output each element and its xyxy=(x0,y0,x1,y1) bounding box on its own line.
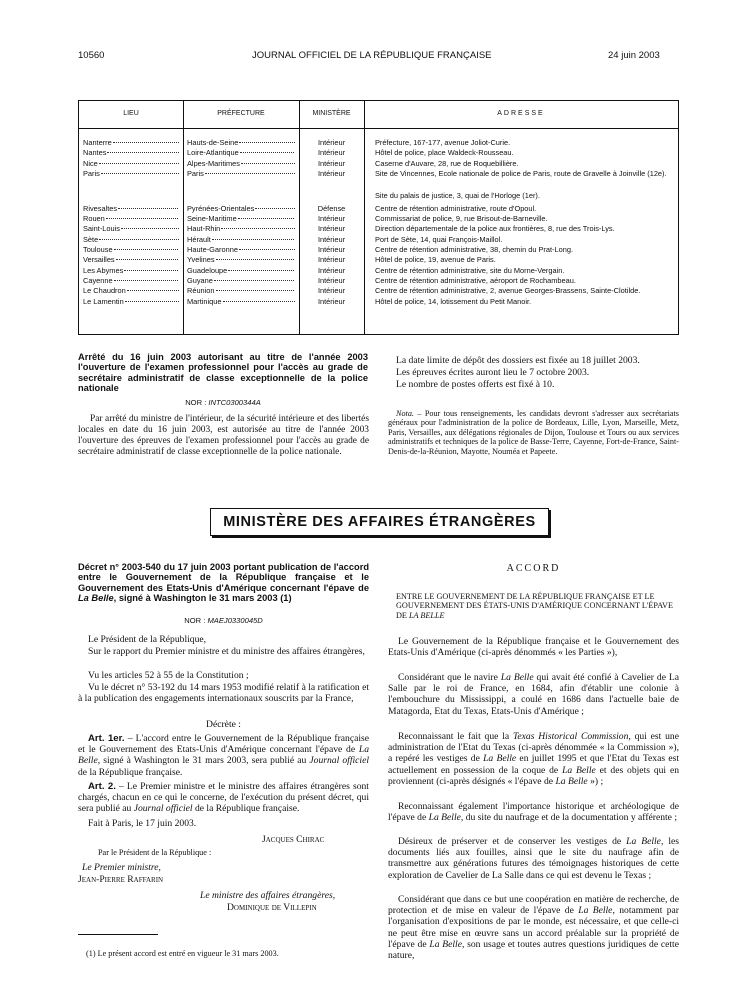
accord-subtitle xyxy=(396,592,679,620)
table-cell-lieu: Paris xyxy=(83,169,179,179)
issue-date: 24 juin 2003 xyxy=(608,50,660,61)
decret-p3: Vu les articles 52 à 55 de la Constitution ; xyxy=(88,670,249,681)
table-cell-adresse: Site du palais de justice, 3, quai de l'Horloge (1er). xyxy=(375,190,540,200)
table-cell-adresse: Direction départementale de la police aux frontières, 8, rue des Trois-Lys. xyxy=(375,224,615,234)
dot-leader xyxy=(214,280,295,281)
decret-p4: Vu le décret n° 53-192 du 14 mars 1953 modifié relatif à la ratification et à la publication des engagements internationaux souscrits par la France, xyxy=(78,682,369,705)
table-cell-ministere: Intérieur xyxy=(317,148,346,158)
table-cell-prefecture: Haute-Garonne xyxy=(187,245,295,255)
accord-p6-b: , notamment par l'organisation d'expositions de par le monde, est nécessaire, et que celle-ci ne peut être mise en œuvre sans un accord préalable sur la propriété de l'épave de xyxy=(388,905,680,950)
article-1-label: Art. 1er. xyxy=(88,733,125,744)
table-cell-prefecture: Paris xyxy=(187,169,295,179)
column-header-adresse: ADRESSE xyxy=(497,110,545,117)
accord-p4-belle: La Belle xyxy=(428,812,461,824)
table-cell-prefecture: Seine-Maritime xyxy=(187,214,295,224)
dot-leader xyxy=(125,301,179,302)
table-cell-lieu: Toulouse xyxy=(83,245,179,255)
table-cell-lieu: Nanterre xyxy=(83,138,179,148)
accord-p4-b: , du site du naufrage et de la documentation y afférente ; xyxy=(460,812,678,824)
accord-p6-belle2: La Belle xyxy=(429,938,462,950)
par-le-president: Par le Président de la République : xyxy=(98,848,212,857)
table-cell-ministere: Intérieur xyxy=(317,275,346,285)
decret-title-a: Décret n° 2003-540 du 17 juin 2003 portant publication de l'accord entre le Gouvernement de la République française et le Gouvernement des Etats-Unis d'Amérique concernant l'épave de xyxy=(78,562,369,593)
dot-leader xyxy=(223,301,295,302)
table-cell-lieu: Versailles xyxy=(83,255,179,265)
table-cell-adresse: Centre de rétention administrative, 2, avenue Georges-Brassens, Sainte-Clotilde. xyxy=(375,286,641,296)
accord-p3-thc: Texas Historical Commission xyxy=(512,731,629,742)
nor-label: NOR : xyxy=(185,398,209,407)
accord-p5-belle: La Belle xyxy=(626,836,661,847)
accord-p4 xyxy=(388,801,679,823)
dot-leader xyxy=(239,249,295,250)
accord-title: ACCORD xyxy=(506,563,561,574)
accord-p2-belle: La Belle xyxy=(500,672,534,683)
table-cell-ministere: Intérieur xyxy=(317,224,346,234)
dot-leader xyxy=(116,259,179,260)
accord-p5 xyxy=(388,836,679,881)
article-2-a: – Le Premier ministre et le ministre des affaires étrangères sont chargés, chacun en ce qui le concerne, de l'exécution du présent décret, qui sera publié au xyxy=(78,781,369,815)
dot-leader xyxy=(113,142,179,143)
table-cell-adresse: Centre de rétention administrative, route d'Opoul. xyxy=(375,203,537,213)
accord-p3-a: Reconnaissant le fait que la xyxy=(398,731,513,742)
accord-p5-b: , les documents liés aux fouilles, ainsi que le site du naufrage afin de transmettre aux générations futures des témoignages historiques de cette exploration de Cavelier de La Salle dans ce qui est devenu le Texas ; xyxy=(388,836,679,881)
accord-p3-c: en juillet 1995 et que l'Etat du Texas est actuellement en possession de la coque de xyxy=(388,753,679,776)
table-cell-adresse: Caserne d'Auvare, 28, rue de Roquebillière. xyxy=(375,158,519,168)
table-cell-ministere: Intérieur xyxy=(317,138,346,147)
article-2 xyxy=(78,781,369,815)
accord-p1: Le Gouvernement de la République française et le Gouvernement des Etats-Unis d'Amérique (ci-après dénommés « les Parties »), xyxy=(388,636,679,659)
accord-p2-b: qui avait été confié à Cavelier de La Salle par le roi de France, en 1684, afin d'établir une colonie à l'embouchure du Mississippi, a coulé en 1686 dans l'actuelle baie de Matagorda, Etat du Texas, Etats-Unis d'Amérique ; xyxy=(388,672,680,717)
accord-p5-a: Désireux de préserver et de conserver les vestiges de xyxy=(398,836,627,847)
accord-subtitle-a: ENTRE LE GOUVERNEMENT DE LA RÉPUBLIQUE FRANÇAISE ET LE GOUVERNEMENT DES ÉTATS-UNIS D'AMÉRIQUE CONCERNANT L'ÉPAVE DE xyxy=(396,592,673,620)
table-cell-adresse: Site de Vincennes, Ecole nationale de police de Paris, route de Gravelle à Joinville (12e). xyxy=(375,168,667,178)
table-cell-ministere: Intérieur xyxy=(317,255,346,265)
premier-ministre-label: Le Premier ministre, xyxy=(82,862,161,873)
table-cell-lieu: Saint-Louis xyxy=(83,224,179,234)
accord-p3-b: , qui est une administration de l'Etat du Texas (ci-après dénommée « la Commission »), a repéré les vestiges de xyxy=(388,731,679,765)
fait-a-paris: Fait à Paris, le 17 juin 2003. xyxy=(88,818,197,829)
dot-leader xyxy=(255,208,295,209)
locations-table xyxy=(78,100,679,335)
column-header-prefecture: PRÉFECTURE xyxy=(217,110,265,117)
table-cell-ministere: Intérieur xyxy=(317,168,346,178)
arrete-body: Par arrêté du ministre de l'intérieur, de la sécurité intérieure et des libertés locales en date du 16 juin 2003, est autorisée au titre de l'année 2003 l'ouverture des épreuves de l'examen professionnel pour l'accès au grade de secrétaire administratif de classe exceptionnelle de la police nationale. xyxy=(78,414,369,457)
table-cell-ministere: Intérieur xyxy=(317,286,346,296)
table-cell-adresse: Préfecture, 167-177, avenue Joliot-Curie. xyxy=(375,138,511,147)
dot-leader xyxy=(240,152,295,153)
article-1-jo: Journal officiel xyxy=(309,755,369,767)
dot-leader xyxy=(114,249,179,250)
decret-title xyxy=(78,562,369,604)
nota-text: – Pour tous renseignements, les candidats devront s'adresser aux secrétariats généraux pour l'administration de la police de Bordeaux, Lille, Lyon, Marseille, Metz, Paris, Versailles, aux délégations régionales de Dijon, Toulouse et Tours ou aux services administratifs et techniques de la police de Basse-Terre, Cayenne, Fort-de-France, Saint-Denis-de-la-Réunion, Mayotte, Nouméa et Papeete. xyxy=(388,409,679,456)
decret-title-b: , signé à Washington le 31 mars 2003 (1) xyxy=(113,593,292,604)
table-cell-lieu: Nantes xyxy=(83,148,179,158)
table-cell-prefecture: Martinique xyxy=(187,297,295,307)
arrete-nor xyxy=(78,398,368,407)
table-cell-ministere: Intérieur xyxy=(317,245,346,254)
table-cell-adresse: Centre de rétention administrative, site du Morne-Vergain. xyxy=(375,265,565,275)
footnote: (1) Le présent accord est entré en vigueur le 31 mars 2003. xyxy=(86,949,279,958)
column-header-lieu: LIEU xyxy=(123,110,139,117)
table-cell-ministere: Intérieur xyxy=(317,265,346,275)
table-cell-lieu: Rouen xyxy=(83,214,179,224)
date-limite: La date limite de dépôt des dossiers est fixée au 18 juillet 2003. xyxy=(396,355,640,366)
dot-leader xyxy=(239,142,295,143)
dot-leader xyxy=(221,228,295,229)
article-2-label: Art. 2. xyxy=(88,781,116,792)
ministre-ae-label: Le ministre des affaires étrangères, xyxy=(200,890,336,901)
table-cell-adresse: Commissariat de police, 9, rue Brisout-de-Barneville. xyxy=(375,214,548,224)
nor-code: INTC0300344A xyxy=(208,398,261,407)
dot-leader xyxy=(114,280,179,281)
decrete: Décrète : xyxy=(206,719,241,730)
accord-p3-belle: La Belle xyxy=(483,753,517,765)
decret-nor xyxy=(78,616,369,625)
table-cell-lieu: Les Abymes xyxy=(83,266,179,276)
article-1 xyxy=(78,733,369,778)
article-1-b: , signé à Washington le 31 mars 2003, sera publié au xyxy=(97,755,310,767)
ministere-banner: MINISTÈRE DES AFFAIRES ÉTRANGÈRES xyxy=(210,508,549,536)
accord-p3-belle2: La Belle xyxy=(562,764,596,776)
table-cell-ministere: Intérieur xyxy=(317,234,346,244)
accord-p3 xyxy=(388,731,679,787)
table-cell-adresse: Centre de rétention administrative, 38, chemin du Prat-Long. xyxy=(375,245,574,254)
decret-title-belle: La Belle xyxy=(78,593,114,604)
dot-leader xyxy=(99,239,179,240)
dot-leader xyxy=(216,259,295,260)
table-cell-lieu: Le Lamentin xyxy=(83,297,179,307)
page-number: 10560 xyxy=(78,50,105,61)
dot-leader xyxy=(212,239,295,240)
accord-p4-a: Reconnaissant également l'importance historique et archéologique de l'épave de xyxy=(388,801,679,824)
dot-leader xyxy=(106,218,179,219)
table-cell-prefecture: Pyrénées-Orientales xyxy=(187,204,295,214)
table-cell-prefecture: Guadeloupe xyxy=(187,266,295,276)
accord-p2 xyxy=(388,672,679,717)
accord-p3-d: et des objets qui en proviennent (ci-après désignés « l'épave de xyxy=(388,764,679,787)
table-cell-ministere: Intérieur xyxy=(317,214,346,224)
dot-leader xyxy=(228,270,295,271)
dot-leader xyxy=(118,208,179,209)
table-cell-prefecture: Hauts-de-Seine xyxy=(187,138,295,148)
dot-leader xyxy=(124,270,179,271)
table-cell-prefecture: Alpes-Maritimes xyxy=(187,159,295,169)
journal-title: JOURNAL OFFICIEL DE LA RÉPUBLIQUE FRANÇAISE xyxy=(252,50,492,61)
arrete-title-text: Arrêté du 16 juin 2003 autorisant au titre de l'année 2003 l'ouverture de l'examen professionnel pour l'accès au grade de secrétaire administratif de classe exceptionnelle de la police nationale xyxy=(78,352,368,394)
table-cell-adresse: Hôtel de police, place Waldeck-Rousseau. xyxy=(375,148,514,158)
nor-label: NOR : xyxy=(184,616,208,625)
arrete-title xyxy=(78,352,368,394)
table-cell-adresse: Port de Sète, 14, quai François-Maillol. xyxy=(375,234,503,244)
signature-chirac: Jacques Chirac xyxy=(262,834,325,845)
dot-leader xyxy=(238,218,295,219)
table-cell-prefecture: Haut-Rhin xyxy=(187,224,295,234)
decret-p2: Sur le rapport du Premier ministre et du ministre des affaires étrangères, xyxy=(88,646,365,657)
table-cell-ministere: Intérieur xyxy=(317,158,346,168)
table-cell-adresse: Hôtel de police, 19, avenue de Paris. xyxy=(375,255,496,265)
dot-leader xyxy=(241,163,295,164)
signature-raffarin: Jean-Pierre Raffarin xyxy=(78,874,164,885)
footnote-rule xyxy=(78,934,158,935)
accord-p6-c: , son usage et toutes autres questions juridiques de cette nature, xyxy=(388,938,679,962)
table-cell-lieu: Le Chaudron xyxy=(83,286,179,296)
table-cell-lieu: Nice xyxy=(83,159,179,169)
table-cell-lieu: Sète xyxy=(83,235,179,245)
dot-leader xyxy=(127,290,179,291)
nor-code: MAEJ0330045D xyxy=(207,616,263,625)
dot-leader xyxy=(101,173,179,174)
article-2-jo: Journal officiel xyxy=(133,803,193,815)
accord-p2-a: Considérant que le navire xyxy=(398,672,501,683)
table-cell-prefecture: Hérault xyxy=(187,235,295,245)
table-cell-prefecture: Loire-Atlantique xyxy=(187,148,295,158)
dot-leader xyxy=(99,163,179,164)
table-cell-ministere: Intérieur xyxy=(317,296,346,306)
decret-p1: Le Président de la République, xyxy=(88,634,207,645)
nombre-postes: Le nombre de postes offerts est fixé à 10. xyxy=(396,379,555,390)
accord-p3-belle3: La Belle xyxy=(555,775,588,787)
table-cell-prefecture: Guyane xyxy=(187,276,295,286)
article-2-b: de la République française. xyxy=(192,803,300,815)
accord-subtitle-belle: LA BELLE xyxy=(408,610,445,620)
table-cell-prefecture: Réunion xyxy=(187,286,295,296)
article-1-c: de la République française. xyxy=(78,766,183,778)
table-cell-lieu: Rivesaltes xyxy=(83,204,179,214)
dot-leader xyxy=(216,290,295,291)
accord-p6 xyxy=(388,894,679,961)
table-cell-ministere: Défense xyxy=(317,203,346,213)
dot-leader xyxy=(107,152,179,153)
table-cell-prefecture: Yvelines xyxy=(187,255,295,265)
table-cell-lieu: Cayenne xyxy=(83,276,179,286)
column-header-ministere: MINISTÈRE xyxy=(312,110,351,117)
nota-label: Nota. xyxy=(396,409,414,418)
table-cell-adresse: Centre de rétention administrative, aéroport de Rochambeau. xyxy=(375,275,576,285)
dot-leader xyxy=(121,228,179,229)
article-1-a: – L'accord entre le Gouvernement de la République française et le Gouvernement des Etats-Unis d'Amérique concernant l'épave de xyxy=(78,733,370,756)
accord-p6-a: Considérant que dans ce but une coopération en matière de recherche, de protection et de mise en valeur de l'épave de xyxy=(388,894,679,917)
signature-villepin: Dominique de Villepin xyxy=(227,902,317,913)
accord-p6-belle: La Belle xyxy=(578,905,613,917)
nota xyxy=(388,409,679,456)
dot-leader xyxy=(205,173,295,174)
epreuves-date: Les épreuves écrites auront lieu le 7 octobre 2003. xyxy=(396,367,590,378)
table-cell-adresse: Hôtel de police, 14, lotissement du Petit Manoir. xyxy=(375,296,532,306)
article-1-belle: La Belle xyxy=(78,744,369,767)
accord-p3-e: ») ; xyxy=(587,775,604,787)
